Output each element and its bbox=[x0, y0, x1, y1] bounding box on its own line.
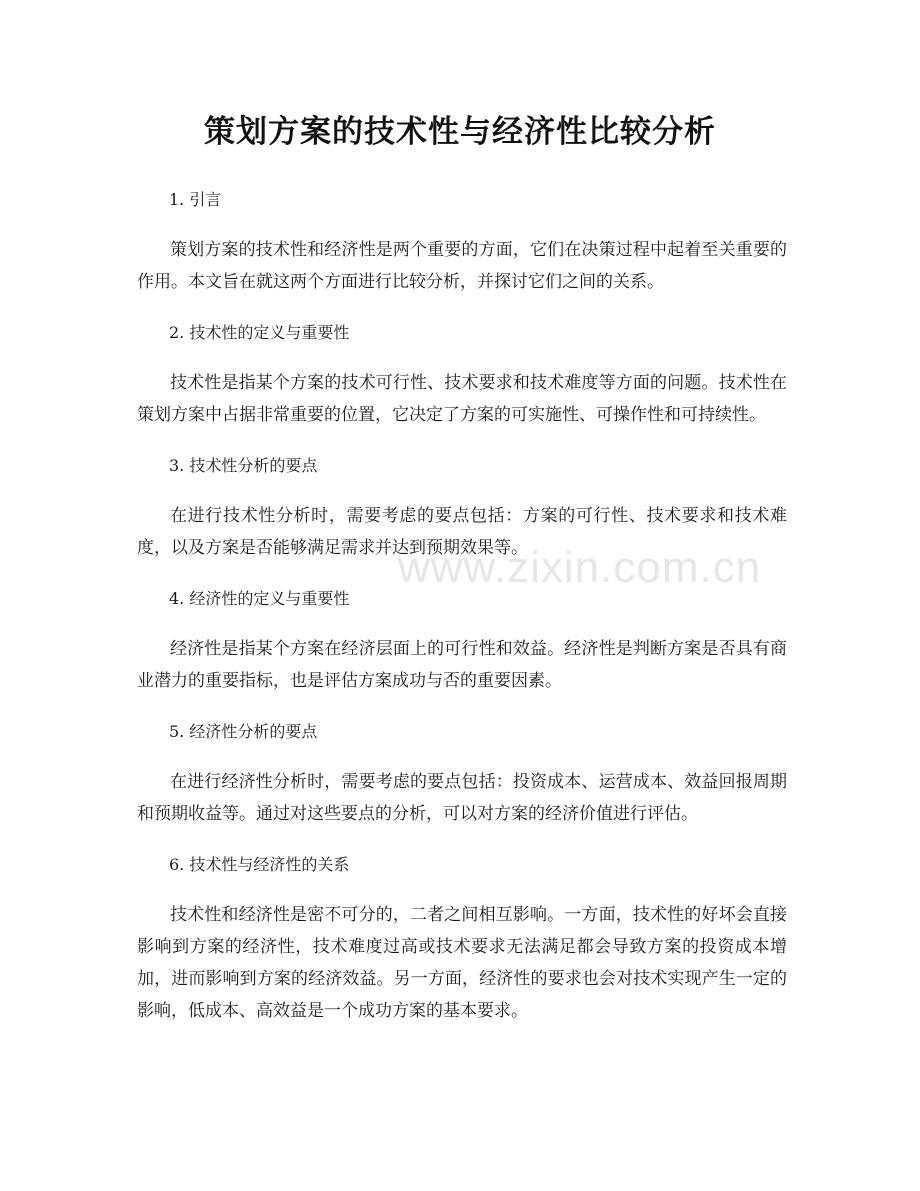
section-paragraph: 策划方案的技术性和经济性是两个重要的方面，它们在决策过程中起着至关重要的作用。本文旨在就这两个方面进行比较分析，并探讨它们之间的关系。 bbox=[137, 240, 787, 292]
watermark: www.zixin.com.cn bbox=[398, 543, 762, 592]
section-heading: 6. 技术性与经济性的关系 bbox=[169, 855, 350, 874]
section-heading: 1. 引言 bbox=[169, 190, 222, 209]
document-body bbox=[137, 184, 787, 1046]
section-heading: 3. 技术性分析的要点 bbox=[169, 456, 318, 475]
section-heading: 2. 技术性的定义与重要性 bbox=[169, 323, 350, 342]
section-paragraph: 在进行技术性分析时，需要考虑的要点包括：方案的可行性、技术要求和技术难度，以及方案是否能够满足需求并达到预期效果等。 bbox=[137, 506, 787, 558]
section-heading: 5. 经济性分析的要点 bbox=[169, 722, 318, 741]
section-paragraph: 经济性是指某个方案在经济层面上的可行性和效益。经济性是判断方案是否具有商业潜力的重要指标，也是评估方案成功与否的重要因素。 bbox=[137, 639, 787, 691]
section-paragraph: 在进行经济性分析时，需要考虑的要点包括：投资成本、运营成本、效益回报周期和预期收益等。通过对这些要点的分析，可以对方案的经济价值进行评估。 bbox=[137, 772, 787, 824]
section-heading: 4. 经济性的定义与重要性 bbox=[169, 589, 350, 608]
document-title: 策划方案的技术性与经济性比较分析 bbox=[204, 114, 716, 150]
section-paragraph: 技术性是指某个方案的技术可行性、技术要求和技术难度等方面的问题。技术性在策划方案中占据非常重要的位置，它决定了方案的可实施性、可操作性和可持续性。 bbox=[137, 373, 787, 425]
section-paragraph: 技术性和经济性是密不可分的，二者之间相互影响。一方面，技术性的好坏会直接影响到方案的经济性，技术难度过高或技术要求无法满足都会导致方案的投资成本增加，进而影响到方案的经济效益。另一方面，经济性的要求也会对技术实现产生一定的影响，低成本、高效益是一个成功方案的基本要求。 bbox=[137, 905, 787, 1021]
